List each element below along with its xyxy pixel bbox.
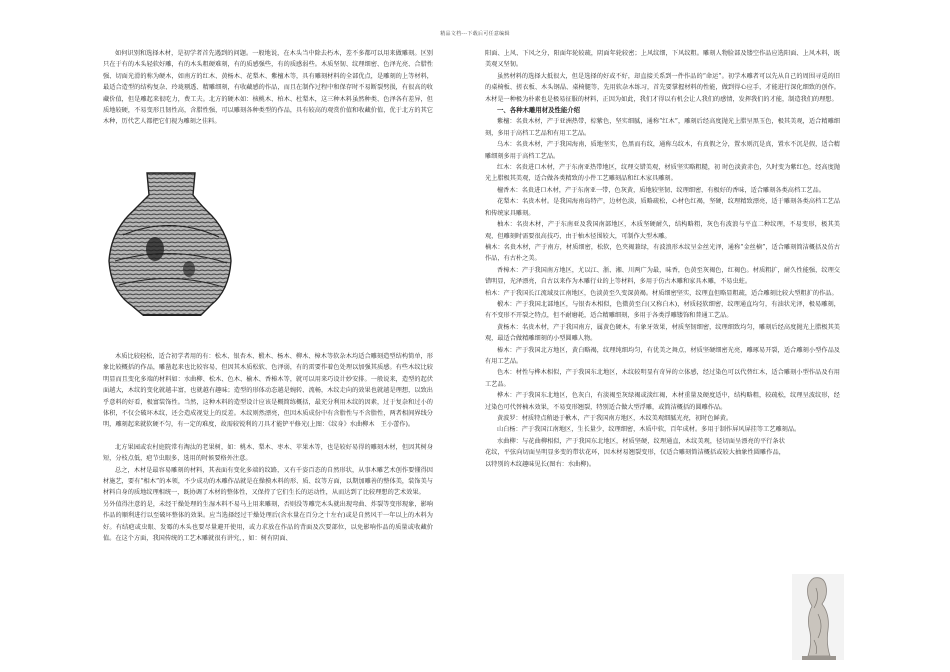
wood-item: 乌木：名贵木材，产于我国海南，质地坚实，色黑而有纹，通称乌纹木，有真假之分，置水则沉是真，置水不沉是假，适合精雕细刻多用于高档工艺品。 — [485, 141, 840, 160]
wood-item: 水曲柳：与花曲柳相似，产于我国东北地区，材质坚硬，纹理通直，木纹美观，径切面呈漂亮的平行条状花纹，平弦向切面呈明显多变的带状花环，因木材易翘裂变形，仅适合雕刻简洁概括或较大抽象性圆雕作品，以特别的木纹趣味见长(图右：水曲柳)。 — [485, 437, 785, 468]
wood-item: 柚木：名贵木材，产于东南亚及我国南部地区，木质坚硬耐久，结构略粗，灰色有波浪与平直二种纹理，不易变形，极其美观，但雕刻时需要很高技巧，由于柚木径围较大，可制作大型木雕。 — [485, 221, 840, 240]
wood-item: 黄波罗：材质特点稍逊于楸木，产于我国南方地区，木纹美观细腻光亮，初时色鲜黄。 — [497, 415, 733, 422]
paragraph: 虽然材料的选择大抵很大，但是选择的好或不好，却直接关系到一件作品的“命运”。初学木雕者可以先从自己的周围寻觅的旧的桌椅板、搓衣板、木头钢晶、桌椅腿等，先用软杂木练习，首先要掌握材料的性能，做到得心应手，才能进行深化细致的创作。木材是一种极为朴素也是极易征服的材料，正因为如此，我们才得以有机会让人我们的感情，发挥我们的才能，制造我们的理想。 — [485, 72, 840, 103]
paragraph: 如何识别和选择木材，是初学者首先遇到的问题。一般地说，在木头当中除去朽木，差不多都可以用来做雕刻。区别只在于有的木头轻软好雕，有的木头粗硬难刻，有的质感强些，有的质感弱些。木质坚韧、纹理细密、色泽光亮、合腊性强、切面光滑的称为硬木，如南方的红木、黄杨木、花梨木、紫檀木等，具有雕刻材料的全部优点，是雕刻的上等材料，最适合造型的结构复杂、玲珑剔透、精雕细刻，有收藏感的作品，而且在制作过程中和保存时不易断裂劈损，有很高的收藏价值，但是雕起来很吃力，费工夫。北方的硬木如：核桃木、柏木、杜梨木，这三种木料虽然种类、色泽各有差异，但质地较硬，不易变形且韧性高，含腊性强，可以雕刻各种类型的作品，具有较高的观赏价值和收藏价值，优于北方的其它木种，历代艺人都把它们视为雕刻之佳料。 — [103, 50, 433, 126]
page-header: 精品文档---下载后可任意编辑 — [440, 31, 510, 37]
paragraph: 北方果园或农村庭院常有淘汰的老果树，如：桃木、梨木、枣木、苹果木等，也是较好易得的雕刻木材，但因其树身短，分枝点低，疤节虫眼多，选用的时候要格外注意。 — [103, 443, 433, 463]
paragraph: 阳面、上风、下风之分，阳面年轮较疏，阴面年轮较密；上风纹细，下风纹粗。雕刻人物脸部及镂空作品应选阳面、上风木料，既美观又坚韧。 — [485, 50, 840, 69]
ash-wood-sculpture-image — [792, 574, 844, 660]
wood-item: 花梨木：名贵木材。是我国海南岛特产，边材色淡，质略疏松，心材色红褐，坚硬，纹理精致漂亮，适于雕刻各类高档工艺品和传统家具雕刻。 — [485, 198, 840, 217]
section-heading: 一、各种木雕用材及性能介绍 — [497, 106, 581, 115]
wood-item: 黄杨木：名贵木材，产于我国南方，属黄色硬木，有象牙效果，材质坚韧细密，纹理细致均匀，雕刻后经高度抛光上腊极其美观，最适合做精雕细刻的小型圆雕人物。 — [485, 323, 840, 343]
wood-item: 柏木：产于我国长江流域及江南地区，色淡黄至久变深黄褐。材质细密坚实，纹理直但略显粗疏，适合雕刻比较大型粗扩的作品。 — [485, 289, 838, 297]
wood-item: 椿木：产于我国北方地区，黄白略褐，纹理纯细均匀，有优美之舞点，材质坚硬细密光亮，雕琢易开裂，适合雕刻小型作品及有用工艺品。 — [485, 346, 840, 365]
left-column-bottom — [103, 351, 433, 545]
wood-item: 椴木：产于我国北部地区，与银杏木相似，色微黄至白(又称白木)，材质轻软细密，纹理通直均匀，有油状光泽，极易雕刻，有不变形不开裂之特点，但不耐磨耗，适合精雕细刻，多用于各类浮雕镂饰和普通工艺品。 — [485, 300, 840, 320]
wood-item: 山白杨：产于我国江南地区，生长量少，纹理细密，木质中软，百年成材。多用于制作屏风屏挂等工艺雕刻品。 — [497, 426, 801, 434]
wood-item: 楠木：名贵木材，产于南方，材质细密，松软，色夹褐兼绿，有波浪形木纹呈金丝光泽，通称“金丝楠”，适合雕刻简洁概括及仿古作品，有古朴之美。 — [485, 243, 840, 263]
wood-item: 红木：名贵进口木材，产于东南亚热带地区，纹理交错美观，材质坚实略粗糙，初 时色淡黄赤色，久时变为紫红色，经高度抛光上腊极其美观，适合做各类精致的小件工艺雕刻品和红木家具雕刻。 — [485, 164, 840, 183]
paragraph: 总之，木材是最容易雕刻的材料，其表面有变化多端的纹路，又有千姿百态的自然形状，从事木雕艺术创作要懂得因材施艺，要有“相木”的本领，不少成功的木雕作品就是在操摸木料的形、质、纹等方面，以期加雕善的整体美，装饰美与材料自身的质地纹理相统一，既协调了木材的整体性，又保持了它们生长的运动性，从而达到了比较理想的艺术效果。 — [103, 466, 433, 497]
wood-item: 紫檀：名贵木材，产于亚洲热带，棕紫色，坚实细腻，通称“红木”，雕刻后经高度抛光上腊呈黑玉色，极其美观，适合精雕细刻，多用于高档工艺品和有用工艺品。 — [485, 118, 840, 137]
paragraph: 另外值得注意的是，未经干燥处理的生湿木料不易马上用来雕刻，否则没等雕完木头就出现弯曲、炸裂等变形现象，影响作品的顺利进行以至破坏整体的效果。应当选择经过干燥处理后(含水量在百分之十左右)或是自然风干一年以上的木料为好。有结疤或虫眼、发霉的木头也要尽量避开使用，或力求放在作品的背面及次要部位，以免影响作品的质量或收藏价值。在这个方面，我国传统的工艺木雕就很有讲究，，如：树有阴面、 — [103, 500, 433, 543]
wood-item: 色木：材性与桦木相似，产于我国东北地区，木纹较明显有奇异的立体感，经过染色可以代替红木，适合雕刻小型作品及有用工艺品。 — [485, 369, 840, 388]
left-column-top — [103, 48, 433, 128]
wood-item: 香樟木：产于我国南方地区，尤以江、浙、湘、川两广为最，味香，色黄至灰褐色，红褐色。材质粗扩，耐久性能强，纹理交错明显，光泽漂亮，自古以来作为木雕行业的上等材料，多用于仿古木雕和家具木雕，不易虫蛀。 — [485, 266, 840, 286]
wood-item: 檀香木：名贵进口木材，产于东南亚一带，色灰黄，质地较坚韧、纹理细密，有极好的香味，适合雕刻各类高档工艺品。 — [497, 186, 825, 194]
wood-vase-sculpture-image — [103, 165, 238, 320]
right-column — [485, 48, 840, 470]
wood-item: 桦木：产于我国东北地区，色灰白，有淡褐至灰绿褐或淡红褐，木材重量及硬度适中，结构略粗，较疏松，纹理呈波纹形，经过染色可代替楠木效果，不易变形翘裂，特别适合做大型浮雕，或简洁概括的圆雕作品。 — [485, 392, 840, 411]
paragraph: 木质比较轻松，适合初学者用的有：松木、银杏木、椴木、杨木、柳木、樟木等软杂木均适合雕刻造型结构简单，形象比较概括的作品，雕凿起来也比较容易，但因其木质松软、色泽弱，有的雷要作着色处理以加强其质感。有些木纹比较明显而且变化多端的材料如：水曲柳、松木、色木、榆木、香椿木等，就可以用来巧设计妙安排。一般说来，造型的起伏面越大，木纹的变化就越丰富，也就越有趣味；造型的形体动态越是婉转、流畅，木纹走向的效果也就越是理想，以致出乎意料的好看，极富装饰性。当然，这种木料的造型设计应该是概简练概括，最充分利用木纹的因素，过于复杂和过小的体积，不仅会破坏木纹，还会造成视觉上的反差。木纹则然漂亮，但因木质成份中有含脂性与不含脂性，两者相间界线分明，雕刻起来就软硬不匀，有一定的难度，故需较锐利的刀具才能铲平修光(上图：《纹身》水曲柳木 王小蕾作)。 — [103, 353, 433, 429]
